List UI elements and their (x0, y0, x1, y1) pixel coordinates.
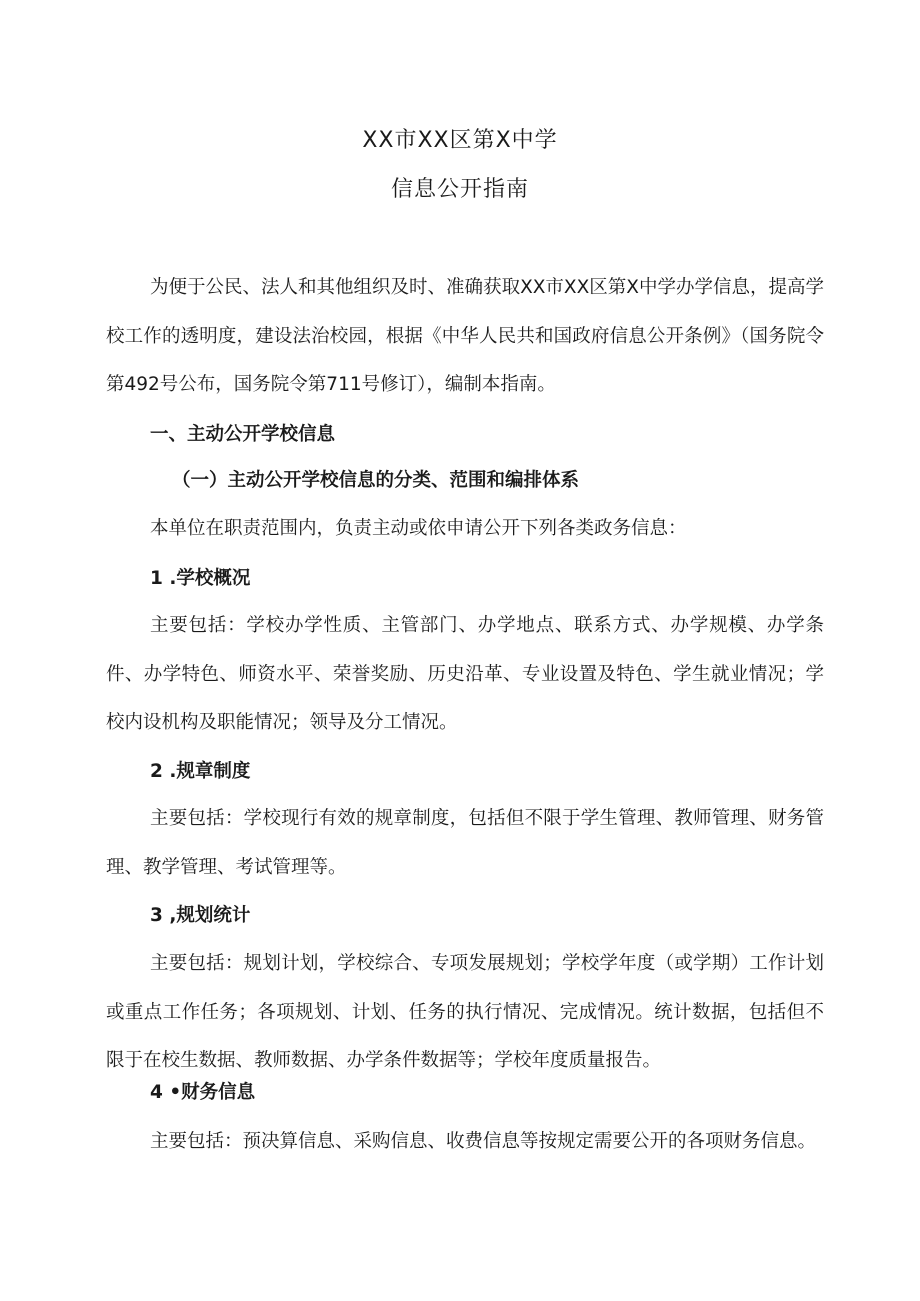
section-heading-1: 一、主动公开学校信息 (150, 424, 336, 445)
subsection-intro-paragraph: 本单位在职责范围内，负责主动或依申请公开下列各类政务信息： (150, 518, 687, 539)
item-heading-financial-info: 4 •财务信息 (150, 1082, 256, 1103)
item-heading-regulations: 2 .规章制度 (150, 761, 251, 782)
subsection-heading-1: （一）主动公开学校信息的分类、范围和编排体系 (172, 470, 580, 491)
item-body-financial-info: 主要包括：预决算信息、采购信息、收费信息等按规定需要公开的各项财务信息。 (150, 1131, 817, 1152)
item-body-school-overview: 主要包括：学校办学性质、主管部门、办学地点、联系方式、办学规模、办学条件、办学特色、师资水平、荣誉奖励、历史沿革、专业设置及特色、学生就业情况；学校内设机构及职能情况；领导及分工情况。 (106, 615, 824, 733)
document-title-guide: 信息公开指南 (390, 177, 529, 202)
item-heading-school-overview: 1 .学校概况 (150, 568, 251, 589)
document-title-school: XX市XX区第X中学 (362, 128, 558, 153)
item-body-regulations: 主要包括：学校现行有效的规章制度，包括但不限于学生管理、教师管理、财务管理、教学管理、考试管理等。 (106, 808, 824, 878)
intro-paragraph: 为便于公民、法人和其他组织及时、准确获取XX市XX区第X中学办学信息，提高学校工作的透明度，建设法治校园，根据《中华人民共和国政府信息公开条例》（国务院令第492号公布，国务院令第711号修订），编制本指南。 (106, 277, 824, 395)
item-heading-planning-statistics: 3 ,规划统计 (150, 905, 251, 926)
item-body-planning-statistics: 主要包括：规划计划，学校综合、专项发展规划；学校学年度（或学期）工作计划或重点工作任务；各项规划、计划、任务的执行情况、完成情况。统计数据，包括但不限于在校生数据、教师数据、办学条件数据等；学校年度质量报告。 (106, 953, 824, 1071)
